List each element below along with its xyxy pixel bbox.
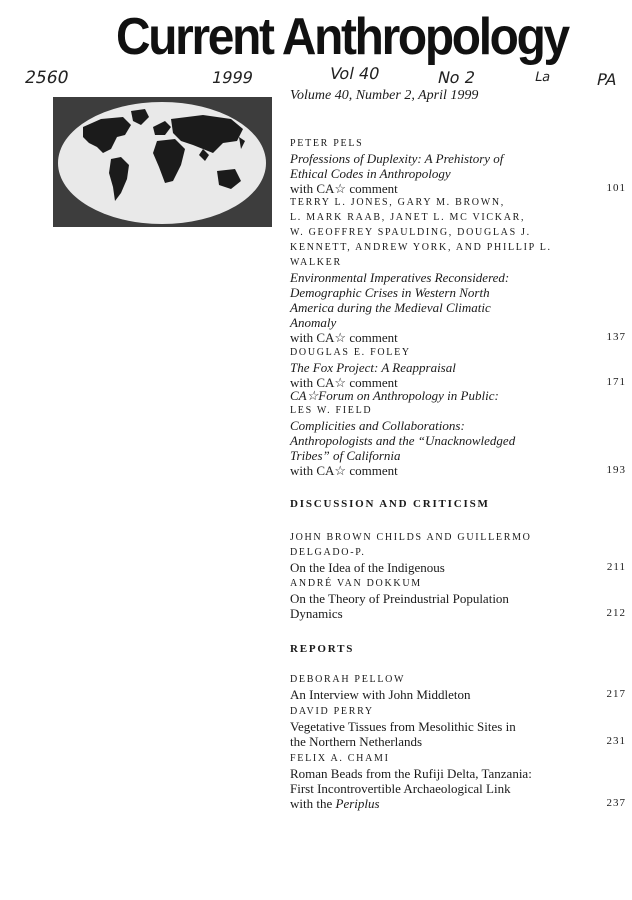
article-title-line: The Fox Project: A Reappraisal bbox=[290, 360, 456, 375]
handwritten-id-number: 2560 bbox=[22, 68, 71, 88]
discussion-entry bbox=[290, 576, 626, 621]
page-number: 171 bbox=[606, 376, 626, 388]
article-entry bbox=[290, 195, 626, 345]
article-title-line: Anthropologists and the “Unacknowledged bbox=[290, 433, 516, 448]
page-number: 237 bbox=[606, 797, 626, 809]
article-author: JOHN BROWN CHILDS AND GUILLERMO bbox=[290, 532, 532, 543]
article-title-line: Demographic Crises in Western North bbox=[290, 285, 490, 300]
article-entry bbox=[290, 136, 626, 196]
article-comment-line bbox=[290, 181, 626, 196]
article-author: ANDRÉ VAN DOKKUM bbox=[290, 578, 422, 589]
article-title-line: First Incontrovertible Archaeological Link bbox=[290, 781, 511, 796]
article-author: DOUGLAS E. FOLEY bbox=[290, 347, 411, 358]
article-author: TERRY L. JONES, GARY M. BROWN, bbox=[290, 197, 505, 208]
article-title-line: America during the Medieval Climatic bbox=[290, 300, 491, 315]
article-title-line: Anomaly bbox=[290, 315, 337, 330]
section-heading-discussion: DISCUSSION AND CRITICISM bbox=[290, 498, 490, 510]
article-author: PETER PELS bbox=[290, 138, 364, 149]
report-entry bbox=[290, 704, 626, 749]
article-author: WALKER bbox=[290, 257, 342, 268]
article-title-line bbox=[290, 734, 626, 749]
article-title-line: Ethical Codes in Anthropology bbox=[290, 166, 451, 181]
discussion-entry bbox=[290, 530, 626, 575]
article-title-line bbox=[290, 606, 626, 621]
article-author: L. MARK RAAB, JANET L. MC VICKAR, bbox=[290, 212, 526, 223]
article-title-line: Environmental Imperatives Reconsidered: bbox=[290, 270, 510, 285]
article-author: DEBORAH PELLOW bbox=[290, 674, 406, 685]
handwritten-number: No 2 bbox=[435, 68, 478, 87]
article-author: DELGADO-P. bbox=[290, 547, 366, 558]
title-text: the Northern Netherlands bbox=[290, 734, 423, 749]
page-number: 193 bbox=[606, 464, 626, 476]
article-author: LES W. FIELD bbox=[290, 405, 373, 416]
section-heading-reports: REPORTS bbox=[290, 643, 355, 655]
article-title-line bbox=[290, 687, 626, 702]
page-number: 231 bbox=[606, 735, 626, 747]
page-number: 137 bbox=[606, 331, 626, 343]
world-map-graphic bbox=[53, 97, 272, 227]
article-title-line: Roman Beads from the Rufiji Delta, Tanzania: bbox=[290, 766, 532, 781]
article-title-line bbox=[290, 560, 626, 575]
forum-label: CA☆Forum on Anthropology in Public: bbox=[290, 388, 499, 403]
issue-volume-line: Volume 40, Number 2, April 1999 bbox=[290, 88, 479, 103]
title-italic-text: Periplus bbox=[335, 796, 380, 811]
handwritten-mark-a: La bbox=[533, 70, 552, 85]
comment-label: with CA☆ comment bbox=[290, 463, 398, 478]
article-author: KENNETT, ANDREW YORK, AND PHILLIP L. bbox=[290, 242, 552, 253]
article-author: DAVID PERRY bbox=[290, 706, 374, 717]
report-entry bbox=[290, 672, 626, 702]
handwritten-year: 1999 bbox=[209, 68, 255, 87]
article-author: FELIX A. CHAMI bbox=[290, 753, 390, 764]
article-title-line: Tribes” of California bbox=[290, 448, 401, 463]
journal-masthead: Current Anthropology bbox=[116, 8, 568, 66]
handwritten-volume: Vol 40 bbox=[327, 64, 382, 83]
article-author: W. GEOFFREY SPAULDING, DOUGLAS J. bbox=[290, 227, 531, 238]
article-comment-line bbox=[290, 330, 626, 345]
comment-label: with CA☆ comment bbox=[290, 330, 398, 345]
article-comment-line bbox=[290, 463, 626, 478]
article-entry bbox=[290, 345, 626, 390]
title-text: with the bbox=[290, 796, 336, 811]
page-number: 101 bbox=[606, 182, 626, 194]
title-text: An Interview with John Middleton bbox=[290, 687, 471, 702]
page-number: 212 bbox=[606, 607, 626, 619]
article-title-line: On the Theory of Preindustrial Population bbox=[290, 591, 509, 606]
article-title-line: Complicities and Collaborations: bbox=[290, 418, 465, 433]
title-text: On the Idea of the Indigenous bbox=[290, 560, 445, 575]
article-title-line: Vegetative Tissues from Mesolithic Sites in bbox=[290, 719, 516, 734]
world-map-logo bbox=[53, 97, 272, 227]
comment-label: with CA☆ comment bbox=[290, 181, 398, 196]
comment-label: with CA☆ comment bbox=[290, 375, 398, 390]
page-number: 211 bbox=[606, 561, 626, 573]
article-title-line bbox=[290, 796, 626, 811]
article-entry bbox=[290, 388, 626, 478]
page-number: 217 bbox=[606, 688, 626, 700]
title-text: Dynamics bbox=[290, 606, 343, 621]
handwritten-mark-b: PA bbox=[594, 70, 619, 89]
article-title-line: Professions of Duplexity: A Prehistory of bbox=[290, 151, 504, 166]
report-entry bbox=[290, 751, 626, 811]
